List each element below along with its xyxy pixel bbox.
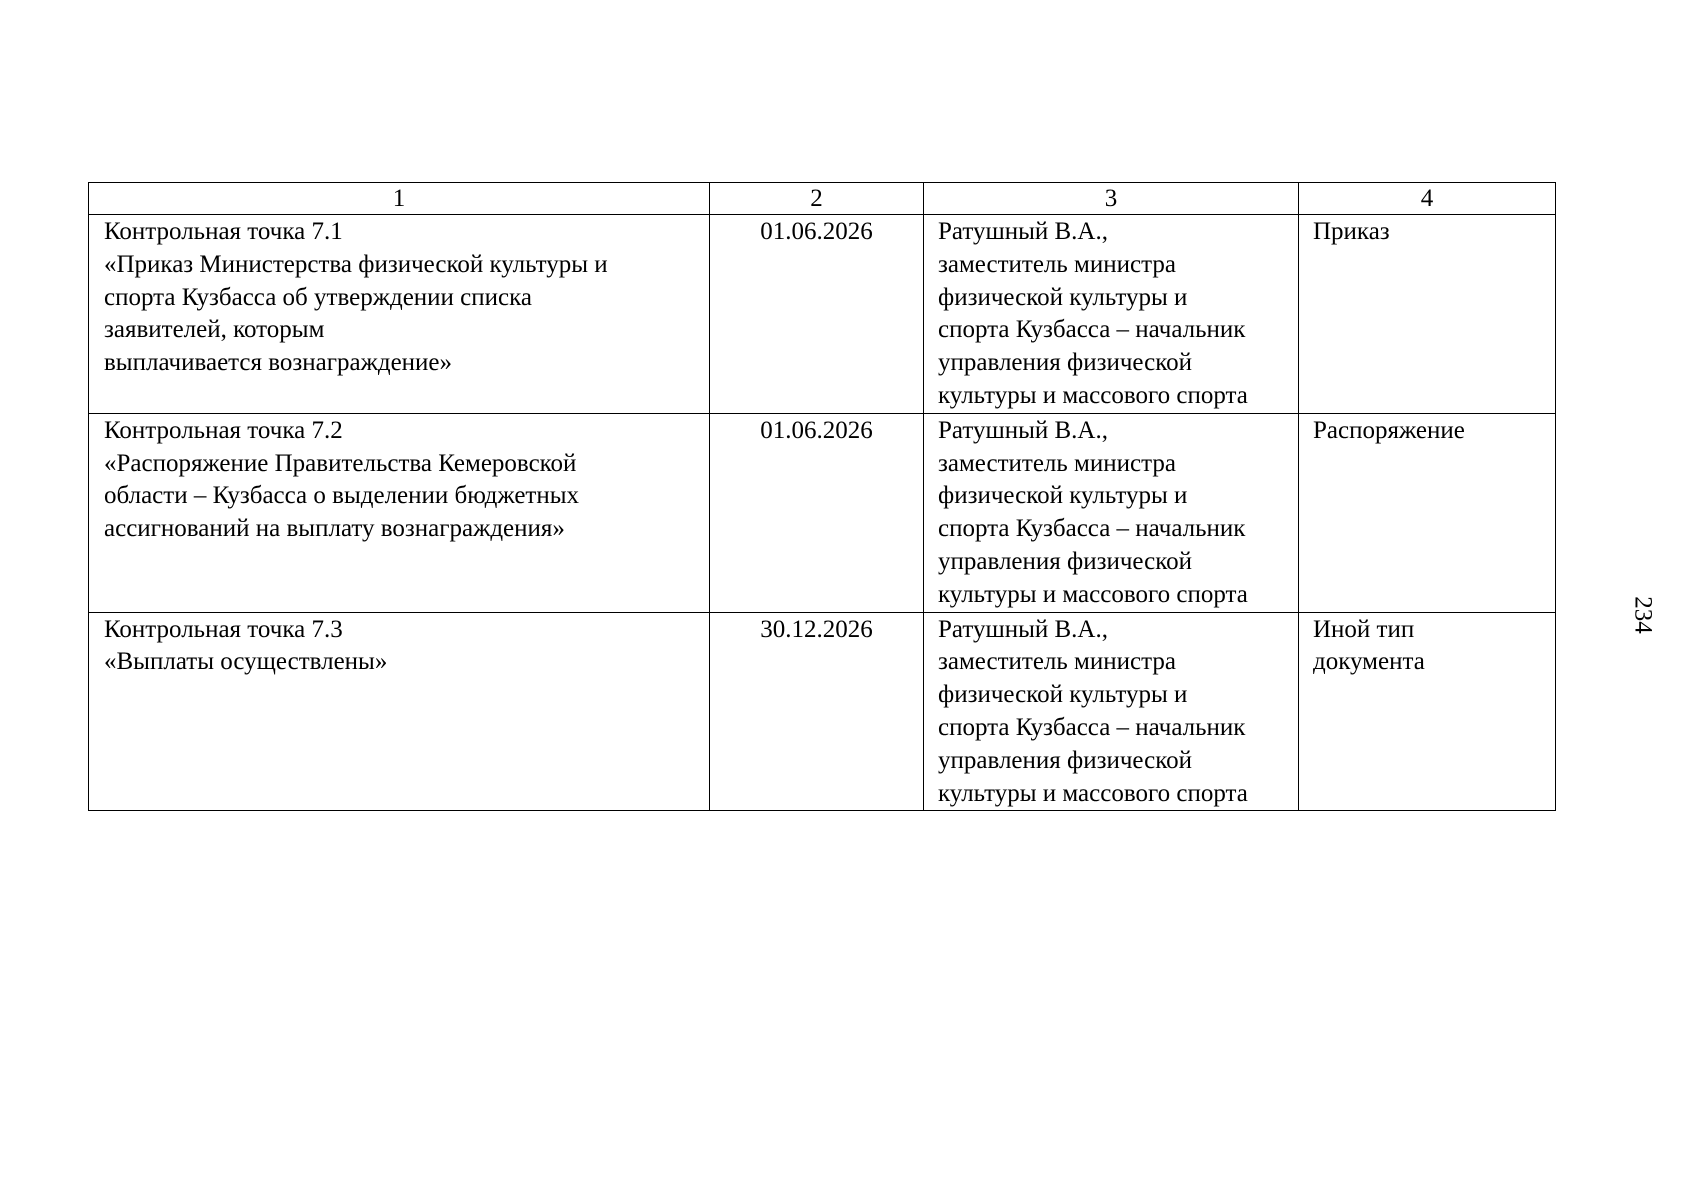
document-type-line: Приказ [1313,218,1390,245]
control-point-line: «Приказ Министерства физической культуры и [104,250,608,278]
responsible-line: спорта Кузбасса – начальник [938,515,1246,543]
control-point-line: «Распоряжение Правительства Кемеровской [104,449,577,477]
document-type-line: документа [1313,648,1425,676]
responsible-line: физической культуры и [938,283,1188,311]
control-point-line: ассигнований на выплату вознаграждения» [104,515,565,543]
control-point-cell [89,215,710,414]
date-text: 30.12.2026 [760,615,873,643]
control-point-line: выплачивается вознаграждение» [104,349,453,377]
table-row [89,612,1556,811]
responsible-cell [924,612,1299,811]
control-point-line: заявителей, которым [104,316,325,344]
control-point-line: области – Кузбасса о выделении бюджетных [104,482,580,510]
header-col-4: 4 [1299,183,1556,215]
responsible-line: Ратушный В.А., [938,615,1108,643]
table-row [89,413,1556,612]
document-type-line: Распоряжение [1313,416,1465,444]
responsible-line: заместитель министра [938,449,1176,477]
date-cell [710,612,924,811]
responsible-line: культуры и массового спорта [938,779,1248,807]
document-type-line: Иной тип [1313,615,1415,643]
responsible-line: управления физической [938,349,1193,377]
responsible-cell [924,215,1299,414]
responsible-line: культуры и массового спорта [938,580,1248,608]
date-text: 01.06.2026 [760,416,873,444]
control-point-line: Контрольная точка 7.3 [104,615,343,643]
page-number: 234 [1629,596,1657,634]
responsible-line: физической культуры и [938,681,1188,709]
responsible-line: Ратушный В.А., [938,416,1108,444]
table-body [89,215,1556,811]
responsible-line: физической культуры и [938,482,1188,510]
header-col-1: 1 [89,183,710,215]
responsible-line: заместитель министра [938,648,1176,676]
date-text: 01.06.2026 [760,218,873,245]
date-cell [710,215,924,414]
document-type-cell [1299,413,1556,612]
responsible-line: спорта Кузбасса – начальник [938,316,1246,344]
header-col-3: 3 [924,183,1299,215]
responsible-line: заместитель министра [938,250,1176,278]
responsible-line: культуры и массового спорта [938,381,1248,409]
document-type-cell [1299,612,1556,811]
control-point-cell [89,612,710,811]
document-type-cell [1299,215,1556,414]
responsible-line: управления физической [938,746,1193,774]
table-header [89,183,1556,215]
control-point-line: «Выплаты осуществлены» [104,648,388,676]
responsible-line: управления физической [938,547,1193,575]
control-point-cell [89,413,710,612]
responsible-cell [924,413,1299,612]
responsible-line: Ратушный В.А., [938,218,1108,245]
table-row [89,215,1556,414]
responsible-line: спорта Кузбасса – начальник [938,713,1246,741]
date-cell [710,413,924,612]
header-col-2: 2 [710,183,924,215]
control-point-line: спорта Кузбасса об утверждении списка [104,283,532,311]
control-point-line: Контрольная точка 7.1 [104,218,343,245]
control-points-table [88,182,1556,811]
header-row [89,183,1556,215]
control-point-line: Контрольная точка 7.2 [104,416,343,444]
